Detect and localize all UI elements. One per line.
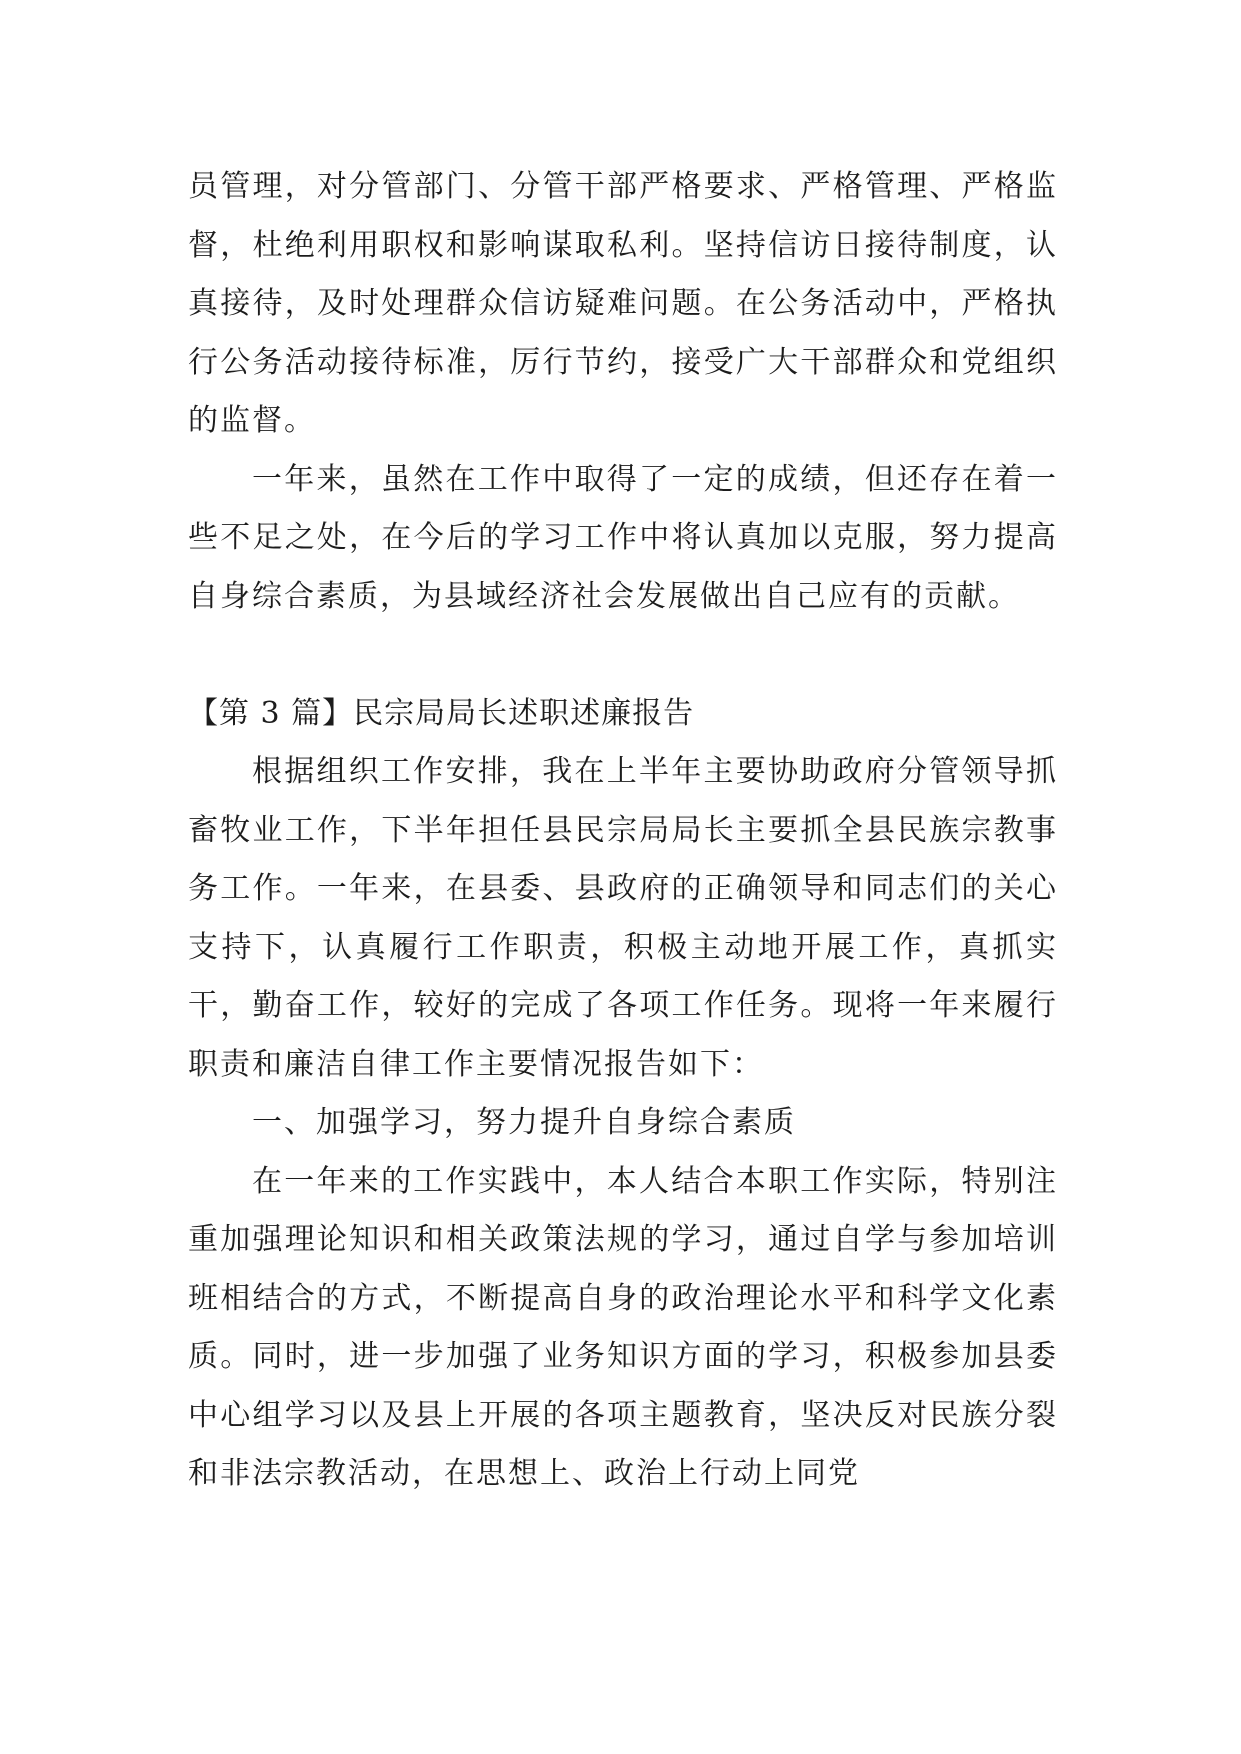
paragraph-continued: 员管理，对分管部门、分管干部严格要求、严格管理、严格监督，杜绝利用职权和影响谋取私利。坚持信访日接待制度，认真接待，及时处理群众信访疑难问题。在公务活动中，严格执行公务活动接待标准，厉行节约，接受广大干部群众和党组织的监督。: [188, 169, 1058, 438]
subheading-study: 一、加强学习，努力提升自身综合素质: [252, 1105, 796, 1140]
paragraph-summary: 一年来，虽然在工作中取得了一定的成绩，但还存在着一些不足之处，在今后的学习工作中将认真加以克服，努力提高自身综合素质，为县域经济社会发展做出自己应有的贡献。: [188, 461, 1058, 614]
section-title: 【第 3 篇】民宗局局长述职述廉报告: [188, 695, 695, 731]
paragraph-study: 在一年来的工作实践中，本人结合本职工作实际，特别注重加强理论知识和相关政策法规的学习，通过自学与参加培训班相结合的方式，不断提高自身的政治理论水平和科学文化素质。同时，进一步加强了业务知识方面的学习，积极参加县委中心组学习以及县上开展的各项主题教育，坚决反对民族分裂和非法宗教活动，在思想上、政治上行动上同党: [188, 1163, 1058, 1491]
section-spacer: [188, 626, 1058, 685]
document-body: [188, 158, 1058, 1504]
paragraph-intro: 根据组织工作安排，我在上半年主要协助政府分管领导抓畜牧业工作，下半年担任县民宗局局长主要抓全县民族宗教事务工作。一年来，在县委、县政府的正确领导和同志们的关心支持下，认真履行工作职责，积极主动地开展工作，真抓实干，勤奋工作，较好的完成了各项工作任务。现将一年来履行职责和廉洁自律工作主要情况报告如下：: [188, 754, 1058, 1082]
